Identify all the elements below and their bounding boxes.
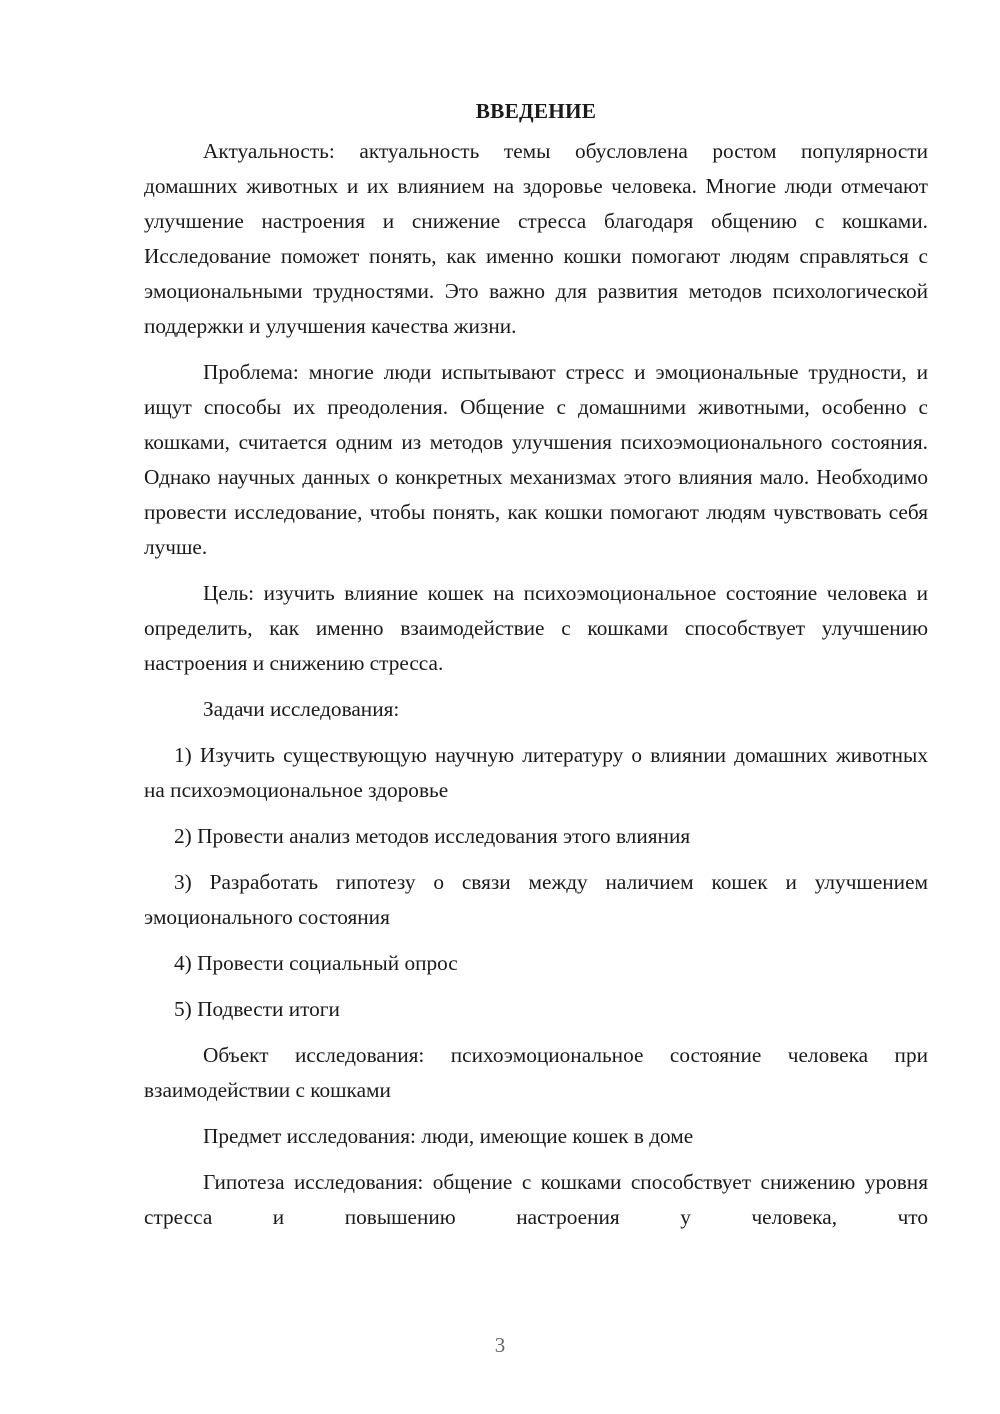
- object-paragraph: Объект исследования: психоэмоциональное состояние человека при взаимодействии с кошками: [144, 1043, 928, 1102]
- task-item-5: 5) Подвести итоги: [174, 997, 340, 1021]
- task-item-3: 3) Разработать гипотезу о связи между наличием кошек и улучшением эмоционального состояния: [144, 870, 928, 929]
- document-page: [144, 98, 928, 1246]
- tasks-title: Задачи исследования:: [203, 697, 400, 721]
- section-heading: ВВЕДЕНИЕ: [475, 99, 597, 123]
- task-item-2: 2) Провести анализ методов исследования этого влияния: [174, 824, 691, 848]
- task-item-1: 1) Изучить существующую научную литературу о влиянии домашних животных на психоэмоциональное здоровье: [144, 743, 928, 802]
- goal-paragraph: Цель: изучить влияние кошек на психоэмоциональное состояние человека и определить, как именно взаимодействие с кошками способствует улучшению настроения и снижению стресса.: [144, 581, 928, 675]
- hypothesis-paragraph: Гипотеза исследования: общение с кошками способствует снижению уровня стресса и повышению настроения у человека, что: [144, 1170, 928, 1229]
- problem-paragraph: Проблема: многие люди испытывают стресс и эмоциональные трудности, и ищут способы их преодоления. Общение с домашними животными, особенно с кошками, считается одним из методов улучшения психоэмоционального состояния. Однако научных данных о конкретных механизмах этого влияния мало. Необходимо провести исследование, чтобы понять, как кошки помогают людям чувствовать себя лучше.: [144, 360, 928, 559]
- page-number: 3: [494, 1333, 506, 1357]
- task-item-4: 4) Провести социальный опрос: [174, 951, 458, 975]
- subject-paragraph: Предмет исследования: люди, имеющие кошек в доме: [203, 1124, 694, 1148]
- relevance-paragraph: Актуальность: актуальность темы обусловлена ростом популярности домашних животных и их влиянием на здоровье человека. Многие люди отмечают улучшение настроения и снижение стресса благодаря общению с кошками. Исследование поможет понять, как именно кошки помогают людям справляться с эмоциональными трудностями. Это важно для развития методов психологической поддержки и улучшения качества жизни.: [144, 139, 928, 338]
